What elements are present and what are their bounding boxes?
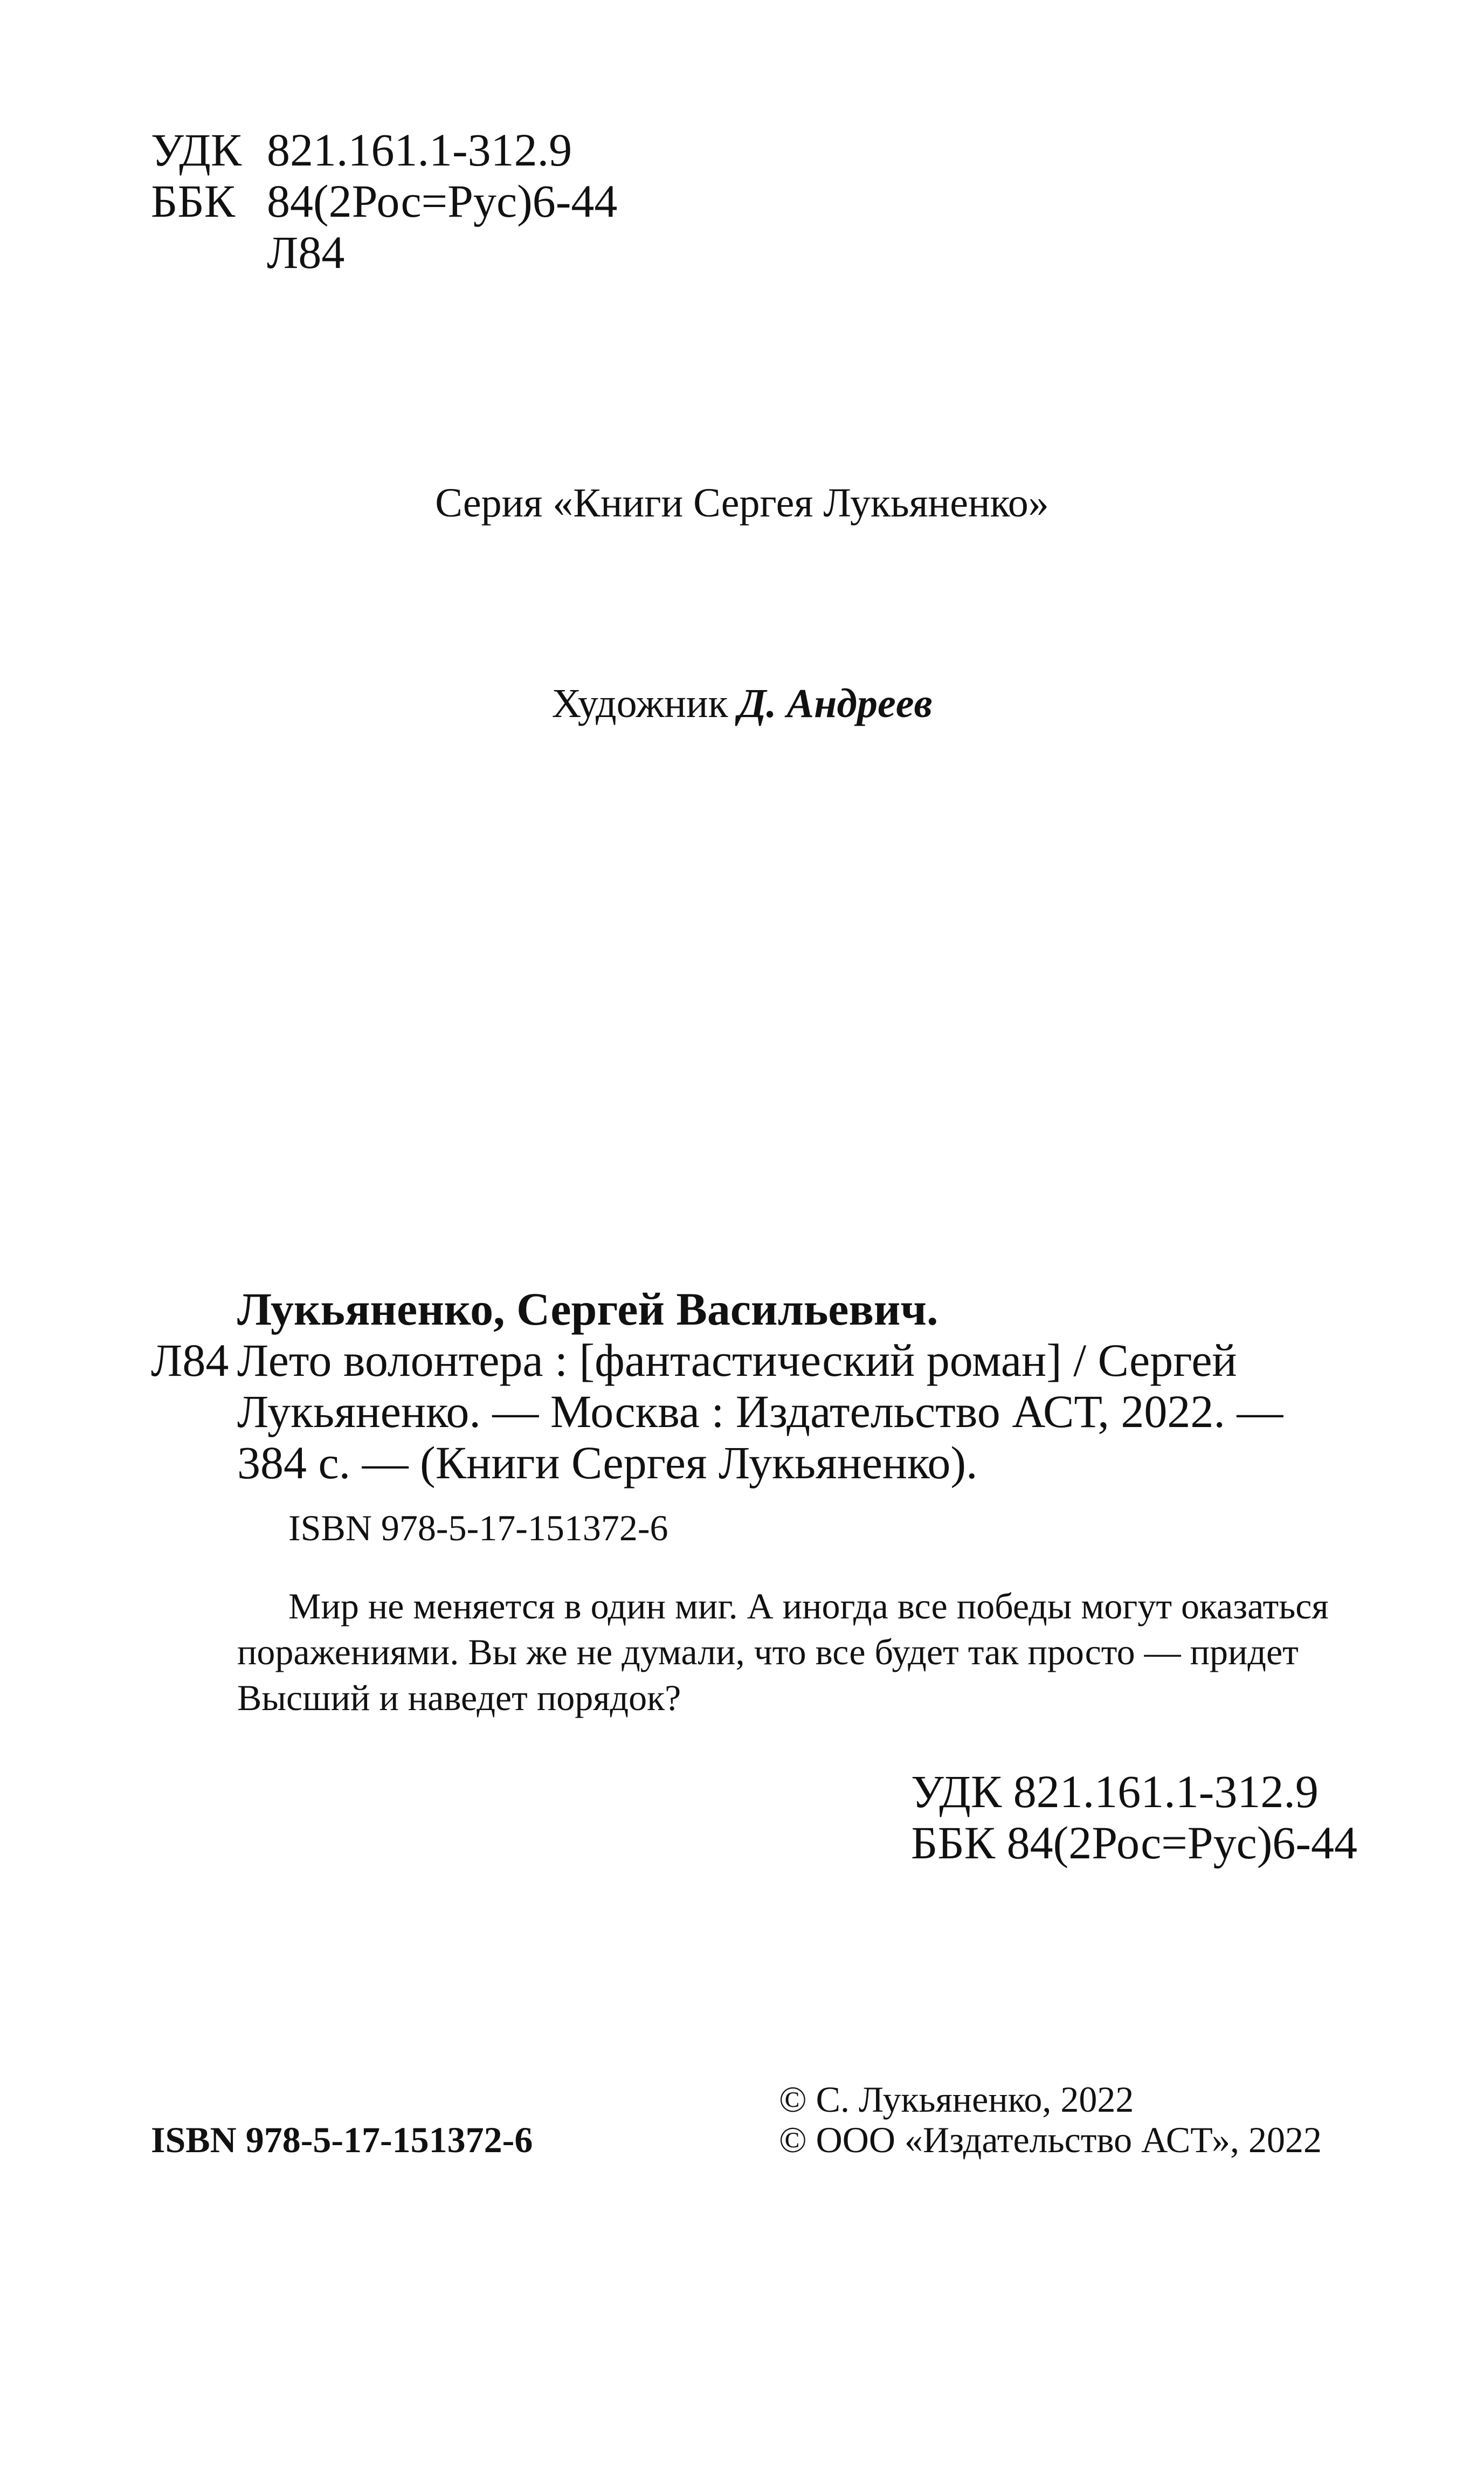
footer-isbn: ISBN 978-5-17-151372-6 — [151, 2119, 533, 2160]
bbk-line — [151, 175, 618, 227]
bib-description-line-2: Лукьяненко. — Москва : Издательство АСТ, 2022. — — [237, 1386, 1283, 1437]
artist-label: Художник — [551, 681, 728, 726]
bib-bbk: ББК 84(2Рос=Рус)6-44 — [911, 1817, 1358, 1869]
annotation-line-1: Мир не меняется в один миг. А иногда все победы могут оказаться — [288, 1586, 1329, 1627]
bib-description-line-3: 384 с. — (Книги Сергея Лукьяненко). — [237, 1437, 978, 1489]
udk-value: 821.161.1-312.9 — [267, 124, 572, 176]
annotation-line-3: Высший и наведет порядок? — [237, 1677, 681, 1718]
author-sign-top: Л84 — [267, 226, 345, 278]
artist-credit — [0, 680, 1484, 727]
bib-udk: УДК 821.161.1-312.9 — [911, 1766, 1319, 1817]
series-title: Серия «Книги Сергея Лукьяненко» — [435, 480, 1049, 526]
annotation-line-2: поражениями. Вы же не думали, что все будет так просто — придет — [237, 1631, 1299, 1672]
bib-isbn: ISBN 978-5-17-151372-6 — [288, 1507, 668, 1548]
artist-name: Д. Андреев — [738, 681, 933, 726]
udk-label: УДК — [151, 124, 242, 176]
bbk-value: 84(2Рос=Рус)6-44 — [267, 175, 618, 227]
bib-author-sign: Л84 — [151, 1334, 229, 1386]
bib-author-heading: Лукьяненко, Сергей Васильевич. — [237, 1283, 938, 1335]
copyright-publisher: © ООО «Издательство АСТ», 2022 — [779, 2119, 1322, 2160]
udk-line — [151, 124, 572, 176]
copyright-author: © С. Лукьяненко, 2022 — [779, 2079, 1134, 2120]
bbk-label: ББК — [151, 175, 236, 227]
bib-description-line-1: Лето волонтера : [фантастический роман] / Сергей — [237, 1334, 1237, 1386]
